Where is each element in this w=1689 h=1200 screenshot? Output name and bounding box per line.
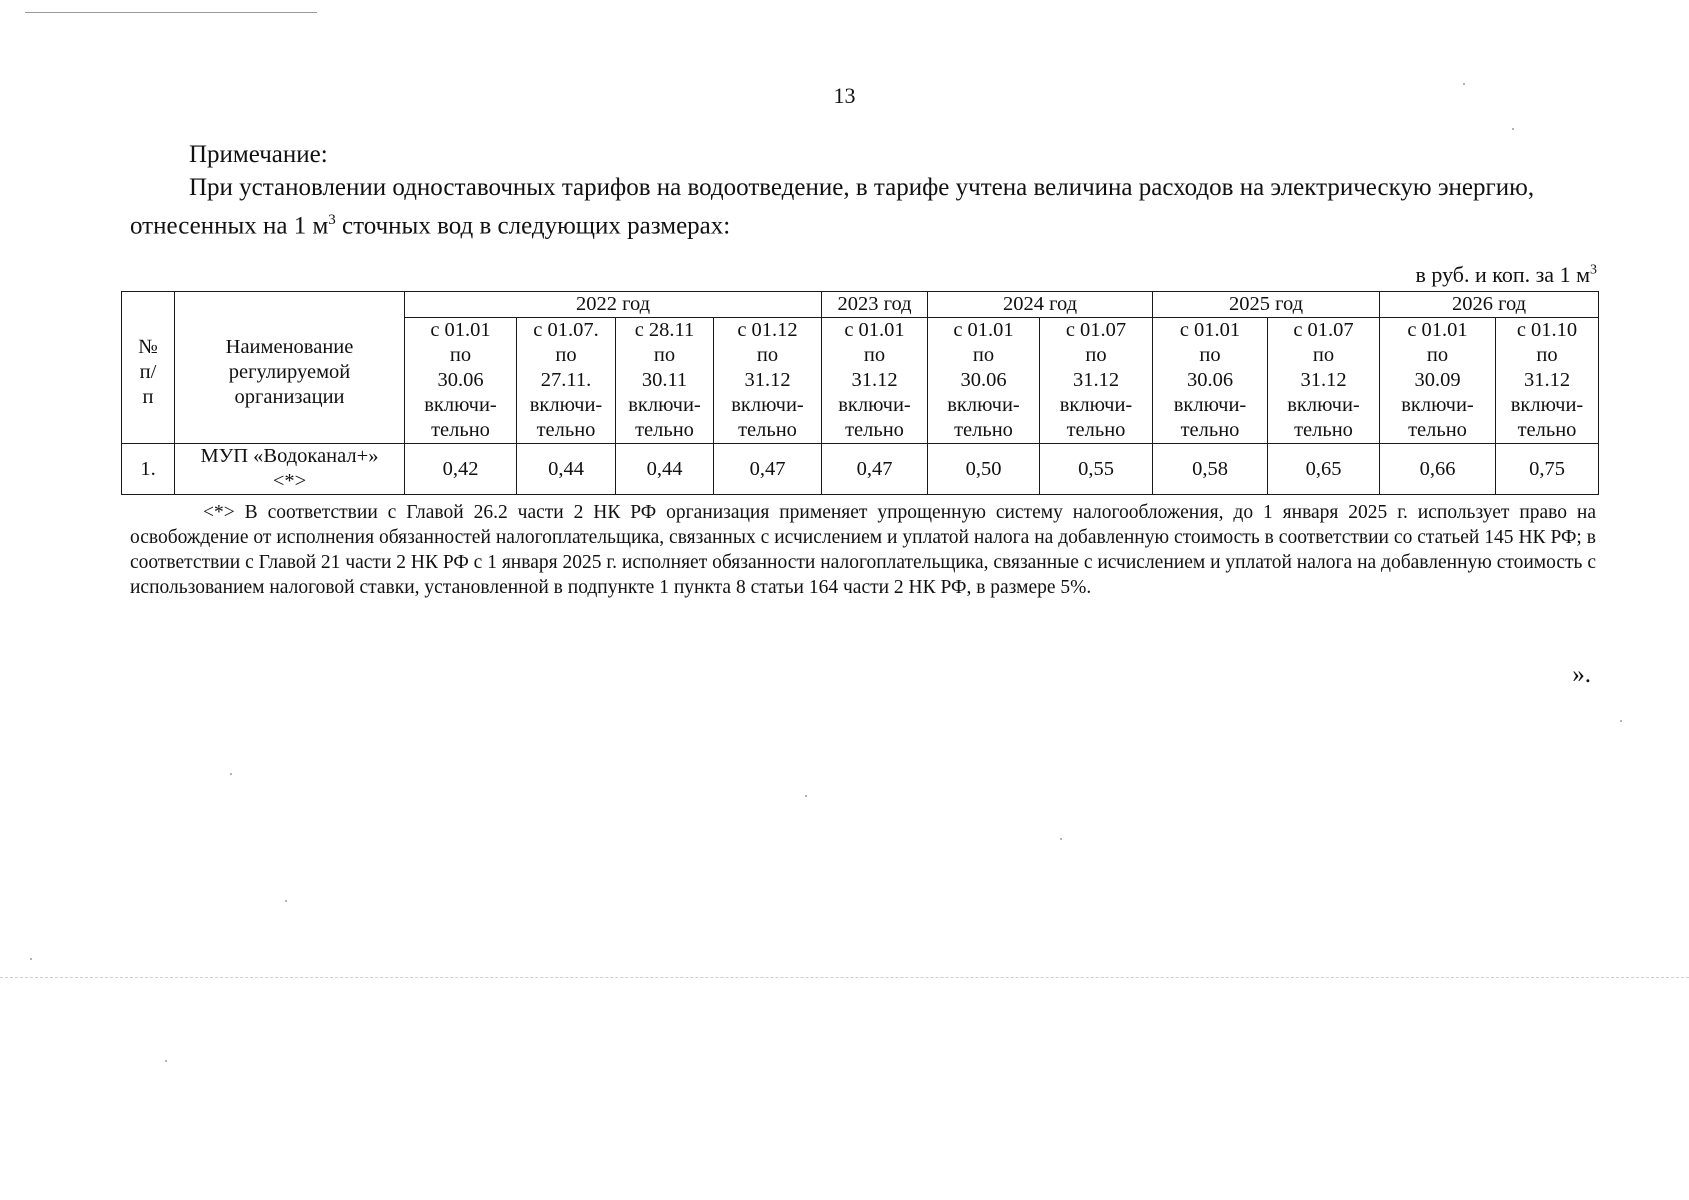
period-line: по <box>756 344 779 366</box>
fold-line <box>0 977 1689 978</box>
period-line: с 01.01 <box>1179 319 1241 341</box>
row-number: 1. <box>122 444 175 495</box>
header-num-line: п <box>142 386 154 408</box>
period-line: включи- <box>838 394 911 416</box>
period-header <box>714 318 822 444</box>
closing-quote: ». <box>1572 661 1591 688</box>
header-num <box>122 292 175 444</box>
note-text-end: сточных вод в следующих размерах: <box>335 212 731 240</box>
header-year-2022: 2022 год <box>405 292 822 318</box>
header-organization <box>175 292 405 444</box>
period-line: по <box>555 344 577 366</box>
unit-caption <box>1416 262 1598 288</box>
period-header <box>822 318 928 444</box>
scan-speck <box>1620 720 1622 722</box>
period-line: 31.12 <box>744 369 791 391</box>
period-line: 31.12 <box>1300 369 1347 391</box>
period-line: по <box>653 344 676 366</box>
unit-caption-text: в руб. и коп. за 1 м <box>1415 262 1590 287</box>
tariff-value: 0,58 <box>1153 444 1268 495</box>
period-line: включи- <box>529 394 603 416</box>
period-line: по <box>449 344 472 366</box>
scan-speck <box>230 773 232 775</box>
period-line: включи- <box>1287 394 1360 416</box>
tariff-value: 0,55 <box>1040 444 1153 495</box>
header-year-2025: 2025 год <box>1153 292 1380 318</box>
tariff-value: 0,65 <box>1268 444 1380 495</box>
period-line: по <box>972 344 995 366</box>
header-num-line: № <box>138 336 158 358</box>
period-line: 31.12 <box>1523 369 1571 391</box>
scan-speck <box>805 795 807 797</box>
period-line: тельно <box>1408 419 1467 441</box>
scan-speck <box>30 958 32 960</box>
row-organization <box>175 444 405 495</box>
organization-footnote-mark: <*> <box>272 470 307 492</box>
period-line: включи- <box>1510 394 1584 416</box>
scan-speck <box>1463 83 1465 85</box>
period-line: тельно <box>431 419 490 441</box>
tariff-value: 0,75 <box>1496 444 1599 495</box>
note-title: Примечание: <box>189 141 328 168</box>
scan-speck <box>285 900 287 902</box>
period-line: с 01.01 <box>844 319 905 341</box>
tariff-value: 0,47 <box>714 444 822 495</box>
period-line: по <box>1199 344 1221 366</box>
note-text-start: При установлении одноставочных тарифов на водоотведение, в тарифе учтена величина расходов на электрическую энергию, отнесенных на 1 м <box>130 174 1535 240</box>
period-line: с 01.07 <box>1065 319 1127 341</box>
scan-speck <box>165 1060 167 1062</box>
period-line: тельно <box>845 419 904 441</box>
tariff-value: 0,66 <box>1380 444 1496 495</box>
period-line: с 01.01 <box>1407 319 1468 341</box>
tariff-value: 0,44 <box>616 444 714 495</box>
period-header <box>928 318 1040 444</box>
period-line: включи- <box>1173 394 1247 416</box>
scan-speck <box>1060 838 1062 840</box>
table-header-row-years <box>122 292 1599 318</box>
period-line: тельно <box>1066 419 1126 441</box>
header-year-2024: 2024 год <box>928 292 1153 318</box>
period-line: с 01.10 <box>1516 319 1578 341</box>
period-line: тельно <box>635 419 694 441</box>
period-line: тельно <box>1517 419 1577 441</box>
period-line: включи- <box>424 394 497 416</box>
unit-caption-superscript: 3 <box>1590 262 1597 278</box>
header-organization-line: организации <box>234 386 345 408</box>
period-line: включи- <box>1401 394 1474 416</box>
period-line: 30.06 <box>960 369 1007 391</box>
period-line: 30.06 <box>1186 369 1234 391</box>
scan-speck <box>1512 128 1514 130</box>
period-line: с 01.01 <box>953 319 1014 341</box>
period-line: с 01.01 <box>430 319 491 341</box>
period-line: тельно <box>1180 419 1240 441</box>
period-line: 30.11 <box>641 369 688 391</box>
period-line: 31.12 <box>1072 369 1120 391</box>
period-line: с 01.07 <box>1293 319 1354 341</box>
header-num-line: п/ <box>139 361 157 383</box>
period-line: включи- <box>947 394 1020 416</box>
period-line: с 28.11 <box>634 319 695 341</box>
period-header <box>1268 318 1380 444</box>
period-line: тельно <box>536 419 596 441</box>
period-line: по <box>1426 344 1449 366</box>
period-line: с 01.12 <box>737 319 798 341</box>
period-header <box>517 318 616 444</box>
period-header <box>616 318 714 444</box>
period-line: 27.11. <box>540 369 592 391</box>
page-number: 13 <box>833 83 856 108</box>
period-line: по <box>1085 344 1107 366</box>
period-line: по <box>1312 344 1335 366</box>
note-text <box>130 171 1594 242</box>
tariff-value: 0,47 <box>822 444 928 495</box>
footnote: <*> В соответствии с Главой 26.2 части 2 НК РФ организация применяет упрощенную систему налогообложения, до 1 января 2025 г. использует право на освобождение от исполнения обязанностей налогоплательщика, связанных с исчислением и уплатой налога на добавленную стоимость в соответствии со статьей 145 НК РФ; в соответствии с Главой 21 части 2 НК РФ с 1 января 2025 г. исполняет обязанности налогоплательщика, связанные с исчислением и уплатой налога на добавленную стоимость с использованием налоговой ставки, установленной в подпункте 1 пункта 8 статьи 164 части 2 НК РФ, в размере 5%. <box>130 502 1596 598</box>
period-line: включи- <box>628 394 701 416</box>
tariff-table <box>121 291 1599 495</box>
top-scan-line <box>25 12 317 13</box>
period-line: по <box>863 344 886 366</box>
header-year-2023: 2023 год <box>822 292 928 318</box>
header-organization-line: Наименование <box>225 336 354 358</box>
period-line: тельно <box>738 419 797 441</box>
period-header <box>1040 318 1153 444</box>
period-header <box>1380 318 1496 444</box>
period-line: по <box>1536 344 1558 366</box>
period-line: 31.12 <box>851 369 898 391</box>
tariff-value: 0,44 <box>517 444 616 495</box>
period-header <box>1153 318 1268 444</box>
period-line: тельно <box>1294 419 1353 441</box>
period-line: включи- <box>731 394 804 416</box>
note-text-superscript: 3 <box>328 212 336 228</box>
organization-name: МУП «Водоканал+» <box>200 445 379 467</box>
period-header <box>405 318 517 444</box>
tariff-value: 0,42 <box>405 444 517 495</box>
table-row <box>122 444 1599 495</box>
header-organization-line: регулируемой <box>228 361 351 383</box>
period-line: с 01.07. <box>533 319 599 341</box>
period-header <box>1496 318 1599 444</box>
period-line: тельно <box>954 419 1013 441</box>
period-line: 30.09 <box>1414 369 1461 391</box>
period-line: включи- <box>1059 394 1133 416</box>
period-line: 30.06 <box>437 369 484 391</box>
header-year-2026: 2026 год <box>1380 292 1599 318</box>
tariff-value: 0,50 <box>928 444 1040 495</box>
